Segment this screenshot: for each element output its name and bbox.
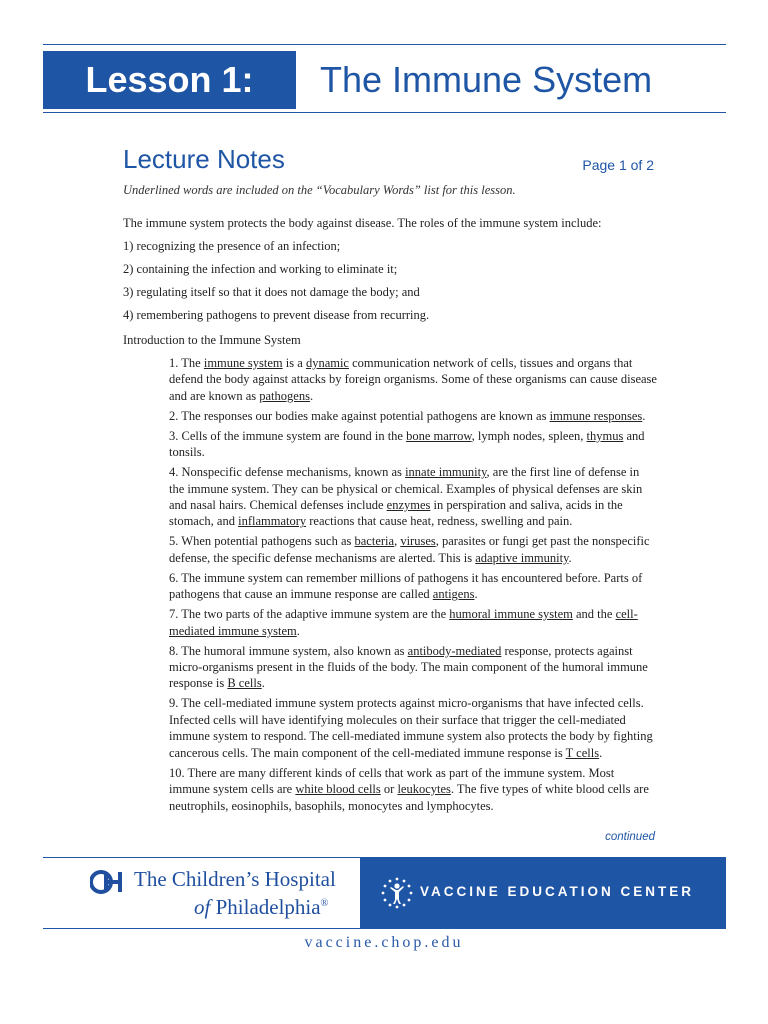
list-item — [169, 408, 657, 424]
vocabulary-word: thymus — [586, 428, 624, 443]
intro-role: 1) recognizing the presence of an infection; — [123, 239, 341, 253]
vaccine-center-figure-icon — [380, 875, 414, 911]
list-item — [169, 428, 657, 461]
list-item — [169, 643, 657, 692]
vocabulary-word: bone marrow — [406, 428, 472, 443]
list-text: . — [474, 587, 478, 602]
hospital-of: of — [194, 895, 211, 919]
list-item — [169, 355, 657, 404]
vocabulary-word: innate immunity — [405, 465, 487, 480]
vocabulary-word: T cells — [565, 745, 600, 760]
vocabulary-word: enzymes — [386, 498, 431, 513]
list-text: in perspiration and saliva, acids in the stomach, and — [169, 498, 623, 529]
list-text: 2. The responses our bodies make against potential pathogens are known as — [169, 408, 550, 423]
list-text: . — [599, 745, 603, 760]
vocabulary-word: immune responses — [549, 408, 643, 423]
list-text: 5. When potential pathogens such as — [169, 534, 355, 549]
vocabulary-word: pathogens — [259, 388, 310, 403]
list-item — [169, 606, 657, 639]
numbered-list — [169, 355, 657, 818]
list-text: and tonsils. — [169, 428, 645, 460]
vocabulary-word: antigens — [432, 587, 475, 602]
page-number: Page 1 of 2 — [582, 157, 654, 173]
list-item — [169, 533, 657, 566]
list-text: 4. Nonspecific defense mechanisms, known as — [169, 465, 406, 480]
lesson-label: Lesson 1: — [85, 59, 254, 100]
list-text: , parasites or fungi get past the nonspecific defense, the specific defense mechanisms are alerted. This is — [169, 534, 650, 565]
vocabulary-word: B cells — [227, 676, 262, 691]
vocabulary-word: antibody-mediated — [407, 643, 502, 658]
list-text: . — [261, 676, 265, 691]
vaccine-center-label: VACCINE EDUCATION CENTER — [420, 884, 695, 899]
lesson-label-box — [43, 51, 296, 109]
vocabulary-word: humoral immune system — [449, 607, 573, 622]
list-text: . — [296, 623, 300, 638]
intro-paragraph: The immune system protects the body against disease. The roles of the immune system include: — [123, 216, 602, 230]
vocabulary-word: leukocytes — [397, 782, 451, 797]
list-text: . — [568, 550, 572, 565]
list-text: . — [642, 408, 646, 423]
header-rule-bottom — [43, 112, 726, 113]
list-text: 3. Cells of the immune system are found in the — [169, 428, 407, 443]
list-text: , are the first line of defense in the immune system. They can be physical or chemical. Examples of physical defenses are skin and nasal hairs. Chemical defenses include — [169, 465, 643, 513]
list-item — [169, 570, 657, 603]
header-rule-top — [43, 44, 726, 45]
list-text: 6. The immune system can remember millions of pathogens it has encountered before. Parts of pathogens that cause an immune response are called — [169, 570, 643, 602]
website-url[interactable]: vaccine.chop.edu — [304, 934, 464, 951]
registered-mark: ® — [320, 898, 329, 909]
list-text: or — [380, 782, 398, 797]
vocabulary-word: white blood cells — [295, 782, 381, 797]
list-text: , lymph nodes, spleen, — [471, 428, 587, 443]
footer-rule-bottom — [43, 928, 726, 929]
list-text: . — [309, 388, 314, 403]
vocabulary-word: immune system — [203, 356, 283, 370]
list-text: , — [394, 534, 401, 549]
lesson-title: The Immune System — [320, 59, 653, 100]
list-text: 7. The two parts of the adaptive immune system are the — [169, 607, 450, 622]
hospital-city-name: Philadelphia — [210, 895, 321, 919]
list-item — [169, 765, 657, 814]
vocabulary-word: dynamic — [305, 356, 349, 370]
list-text: and the — [572, 607, 616, 622]
intro-section — [123, 215, 663, 330]
list-text: 8. The humoral immune system, also known as — [169, 643, 408, 658]
list-text: 1. The — [169, 356, 204, 370]
list-text: reactions that cause heat, redness, swelling and pain. — [306, 514, 573, 529]
continued-label: continued — [605, 831, 655, 843]
list-text: is a — [282, 356, 306, 370]
intro-role: 4) remembering pathogens to prevent disease from recurring. — [123, 308, 430, 322]
list-text: 9. The cell-mediated immune system protects against micro-organisms that have infected cells. Infected cells will have identifying molecules on their surface that trigger the cell-mediated immune system to respond. The cell-mediated immune system also protects the body by fighting cancerous cells. The main component of the cell-mediated immune response is — [169, 696, 653, 760]
hospital-name: The Children’s Hospital — [134, 867, 336, 891]
notes-title: Lecture Notes — [123, 144, 285, 174]
list-text: response, protects against micro-organisms present in the fluids of the body. The main component of the humoral immune response is — [169, 643, 648, 691]
vocabulary-word: viruses — [400, 534, 436, 549]
vocabulary-note: Underlined words are included on the “Vocabulary Words” list for this lesson. — [123, 183, 516, 197]
chop-logo-icon — [90, 869, 130, 895]
list-text: communication network of cells, tissues and organs that defend the body against attacks by foreign organisms. Some of these organisms can cause disease and are known as — [169, 356, 657, 403]
intro-role: 2) containing the infection and working to eliminate it; — [123, 262, 398, 276]
list-item — [169, 695, 657, 761]
list-text: . The five types of white blood cells are neutrophils, eosinophils, basophils, monocytes and lymphocytes. — [169, 782, 649, 813]
hospital-city — [194, 891, 328, 920]
vocabulary-word: inflammatory — [238, 514, 307, 529]
intro-role: 3) regulating itself so that it does not damage the body; and — [123, 285, 420, 299]
vocabulary-word: bacteria — [354, 534, 395, 549]
list-item — [169, 464, 657, 530]
vocabulary-word: cell-mediated immune system — [169, 607, 638, 638]
section-heading: Introduction to the Immune System — [123, 333, 301, 347]
list-text: 10. There are many different kinds of cells that work as part of the immune system. Most immune system cells are — [169, 765, 615, 797]
vocabulary-word: adaptive immunity — [475, 550, 569, 565]
